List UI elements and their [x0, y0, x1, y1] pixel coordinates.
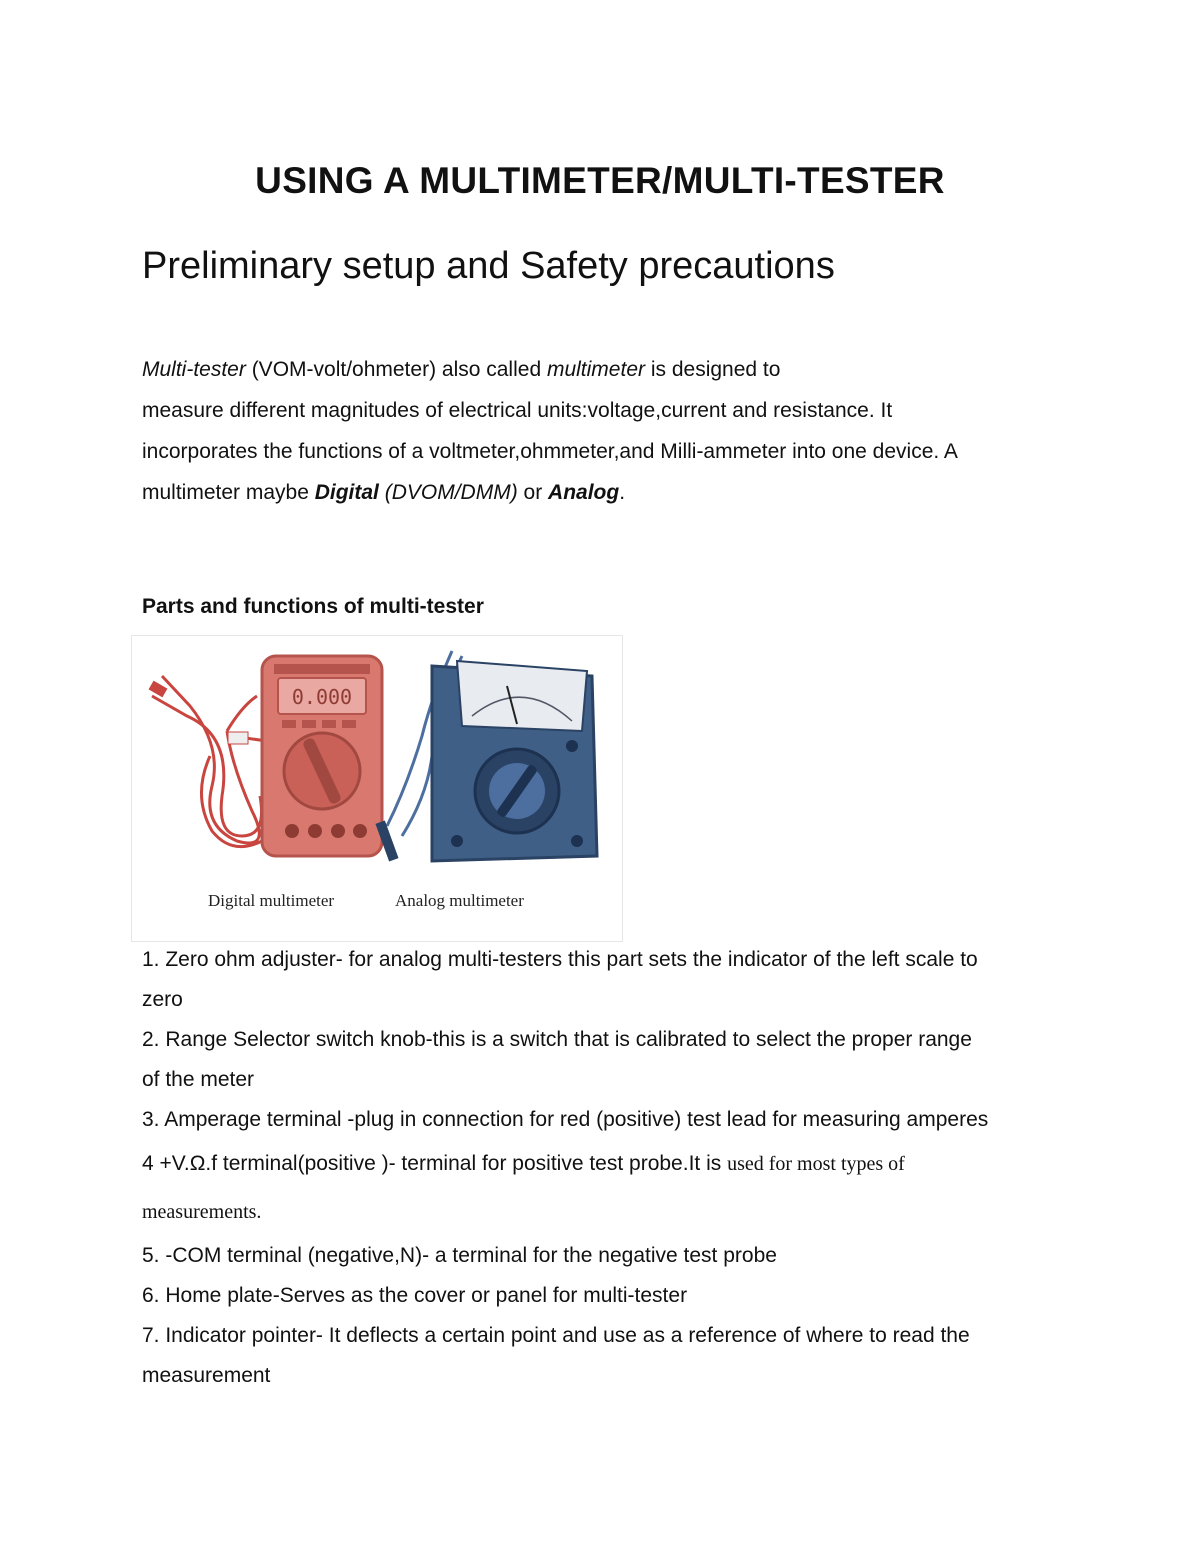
intro-line-4: multimeter maybe Digital (DVOM/DMM) or Analog.: [142, 481, 626, 504]
multimeter-illustration: [132, 636, 622, 886]
analog-scale: [457, 661, 587, 731]
list-item: 4 +V.Ω.f terminal(positive )- terminal for positive test probe.It is used for most types of: [142, 1152, 905, 1175]
list-item: 6. Home plate-Serves as the cover or panel for multi-tester: [142, 1284, 688, 1307]
intro-paragraph: [142, 349, 1082, 513]
intro-line-3: incorporates the functions of a voltmeter,ohmmeter,and Milli-ammeter into one device. A: [142, 440, 958, 463]
list-item-cont: measurements.: [142, 1201, 262, 1223]
lcd-reading: 0.000: [291, 685, 353, 709]
term-digital: Digital: [314, 481, 379, 504]
digital-multimeter: [262, 656, 382, 856]
intro-line-2: measure different magnitudes of electrical units:voltage,current and resistance. It: [142, 399, 893, 422]
list-item-cont: measurement: [142, 1364, 271, 1387]
list-item: 7. Indicator pointer- It deflects a certain point and use as a reference of where to read the: [142, 1324, 970, 1347]
term-multimeter: multimeter: [546, 358, 645, 381]
term-dvom: (DVOM/DMM): [378, 481, 518, 504]
section-subtitle: Preliminary setup and Safety precautions: [142, 245, 835, 287]
lead-clip: [228, 732, 248, 744]
terminal-com: [308, 824, 322, 838]
terminal-a: [285, 824, 299, 838]
list-item: 1. Zero ohm adjuster- for analog multi-testers this part sets the indicator of the left scale to: [142, 948, 978, 971]
list-item: 3. Amperage terminal -plug in connection for red (positive) test lead for measuring amperes: [142, 1108, 989, 1131]
parts-heading: Parts and functions of multi-tester: [142, 595, 484, 618]
analog-multimeter: [432, 661, 597, 861]
parts-list: [142, 940, 1142, 1396]
terminal-extra: [353, 824, 367, 838]
caption-analog: Analog multimeter: [395, 891, 524, 910]
list-item: 5. -COM terminal (negative,N)- a terminal for the negative test probe: [142, 1244, 777, 1267]
terminal-v: [331, 824, 345, 838]
intro-line-1: Multi-tester (VOM-volt/ohmeter) also called multimeter is designed to: [142, 358, 781, 381]
zero-ohm-adjuster: [566, 740, 578, 752]
term-analog: Analog: [548, 481, 620, 504]
document-title: USING A MULTIMETER/MULTI-TESTER: [255, 160, 945, 201]
list-item-cont: of the meter: [142, 1068, 255, 1091]
multimeter-figure: [131, 635, 623, 942]
term-multi-tester: Multi-tester: [142, 358, 246, 381]
list-item-cont: zero: [142, 988, 183, 1011]
red-probe-tip: [149, 681, 168, 698]
list-item: 2. Range Selector switch knob-this is a switch that is calibrated to select the proper range: [142, 1028, 972, 1051]
caption-digital: Digital multimeter: [208, 891, 335, 910]
